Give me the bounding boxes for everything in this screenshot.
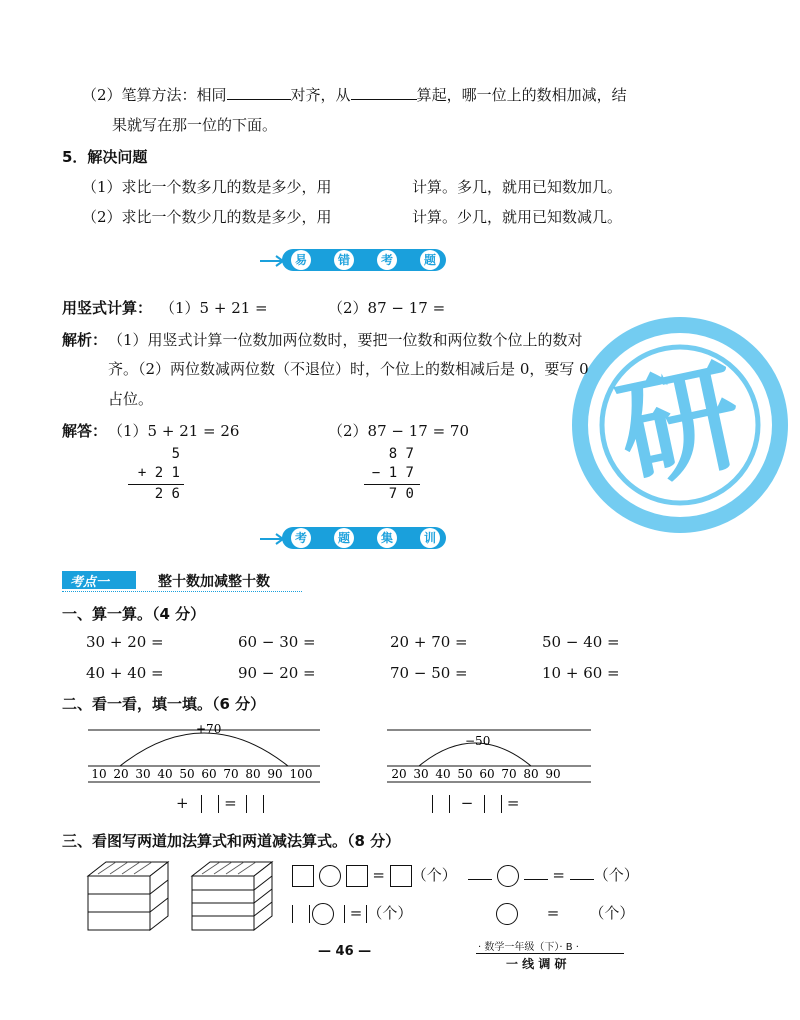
banner-char: 考 [377, 250, 397, 270]
problem-q2: （2）87 − 17 = [328, 299, 446, 317]
banner-char: 考 [291, 528, 311, 548]
section5-title: 5．解决问题 [62, 148, 148, 166]
analysis-line2: 齐。（2）两位数减两位数（不退位）时，个位上的数相减后是 0，要写 0 [108, 360, 589, 378]
answer-2: （2）87 − 17 = 70 [328, 422, 470, 440]
tick-label: 20 [391, 767, 407, 781]
brand-bottom: 一 线 调 研 [506, 957, 567, 971]
calc-item: 10 + 60 = [542, 664, 620, 682]
calc-item: 70 − 50 = [390, 664, 468, 682]
number-line-1-answer[interactable]: + = [176, 794, 264, 813]
part2-title: 二、看一看，填一填。（6 分） [62, 695, 266, 713]
topic-tag: 考点一 [62, 571, 136, 589]
tick-label: 50 [457, 767, 473, 781]
arc-label: −50 [465, 734, 491, 748]
tick-label: 60 [201, 767, 217, 781]
tick-label: 80 [245, 767, 261, 781]
calc-item: 30 + 20 = [86, 633, 164, 651]
tick-label: 90 [545, 767, 561, 781]
banner-char: 训 [420, 528, 440, 548]
banner-char: 易 [291, 250, 311, 270]
banner-char: 错 [334, 250, 354, 270]
number-line-1 [80, 718, 330, 798]
vertical1-mid: + 2 1 [137, 465, 180, 481]
calc-item: 50 − 40 = [542, 633, 620, 651]
brand-rule [476, 953, 624, 954]
vertical2-top: 8 7 [388, 446, 414, 462]
banner-error-prone [258, 248, 448, 274]
tick-label: 20 [113, 767, 129, 781]
calc-item: 60 − 30 = [238, 633, 316, 651]
vertical1-rule [128, 484, 184, 485]
equation-add-2[interactable]: = （个） [468, 864, 639, 887]
analysis-line3: 占位。 [108, 390, 154, 408]
tick-label: 10 [91, 767, 107, 781]
arc-label: +70 [196, 722, 222, 736]
tick-label: 100 [289, 767, 313, 781]
tick-label: 70 [223, 767, 239, 781]
banner-char: 题 [420, 250, 440, 270]
topic-title: 整十数加减整十数 [158, 574, 270, 590]
brand-top: · 数学一年级（下）· B · [478, 942, 579, 953]
calc-item: 90 − 20 = [238, 664, 316, 682]
part3-title: 三、看图写两道加法算式和两道减法算式。（8 分） [62, 832, 401, 850]
section5-q2-left: （2）求比一个数少几的数是多少，用 [82, 208, 332, 226]
page-number: — 46 — [318, 944, 372, 959]
banner-char: 集 [377, 528, 397, 548]
vertical2-result: 7 0 [388, 486, 414, 502]
section5-q1-right: 计算。多几，就用已知数加几。 [412, 178, 623, 196]
crate-small-icon [84, 858, 174, 934]
analysis-label: 解析： [62, 331, 108, 349]
blank[interactable] [227, 85, 291, 100]
blank[interactable] [351, 85, 417, 100]
section5-q1-left: （1）求比一个数多几的数是多少，用 [82, 178, 332, 196]
vertical1-top: 5 [171, 446, 180, 462]
tick-label: 80 [523, 767, 539, 781]
section5-q2-right: 计算。少几，就用已知数减几。 [412, 208, 623, 226]
banner-char: 题 [334, 528, 354, 548]
part1-title: 一、算一算。（4 分） [62, 605, 206, 623]
problem-q1: （1）5 + 21 = [160, 299, 268, 317]
answer-label: 解答： [62, 422, 108, 440]
vertical2-rule [364, 484, 420, 485]
crate-large-icon [188, 858, 278, 934]
number-line-2-answer[interactable]: − = [432, 794, 520, 813]
watermark-stamp [560, 305, 800, 545]
tick-label: 30 [413, 767, 429, 781]
analysis-line1: （1）用竖式计算一位数加两位数时，要把一位数和两位数个位上的数对 [108, 331, 583, 349]
tick-label: 70 [501, 767, 517, 781]
tick-label: 40 [157, 767, 173, 781]
section4-method-cont: 果就写在那一位的下面。 [112, 116, 278, 134]
jump-arc [120, 733, 288, 766]
vertical1-result: 2 6 [154, 486, 180, 502]
calc-item: 20 + 70 = [390, 633, 468, 651]
number-line-2 [385, 718, 595, 798]
topic-underline [62, 591, 302, 592]
tick-label: 30 [135, 767, 151, 781]
watermark-text: 研 [607, 346, 754, 507]
tick-label: 40 [435, 767, 451, 781]
calc-item: 40 + 40 = [86, 664, 164, 682]
equation-sub-1[interactable]: = （个） [292, 902, 412, 925]
problem-label: 用竖式计算： [62, 299, 153, 317]
vertical2-mid: − 1 7 [371, 465, 414, 481]
tick-label: 60 [479, 767, 495, 781]
tick-label: 50 [179, 767, 195, 781]
equation-add-1[interactable]: = （个） [292, 864, 457, 887]
answer-1: （1）5 + 21 = 26 [108, 422, 240, 440]
tick-label: 90 [267, 767, 283, 781]
banner-exam-practice [258, 526, 448, 552]
section4-method: （2）笔算方法：相同 对齐，从 算起，哪一位上的数相加减，结 [82, 86, 627, 104]
equation-sub-2[interactable]: = （个） [468, 902, 634, 925]
